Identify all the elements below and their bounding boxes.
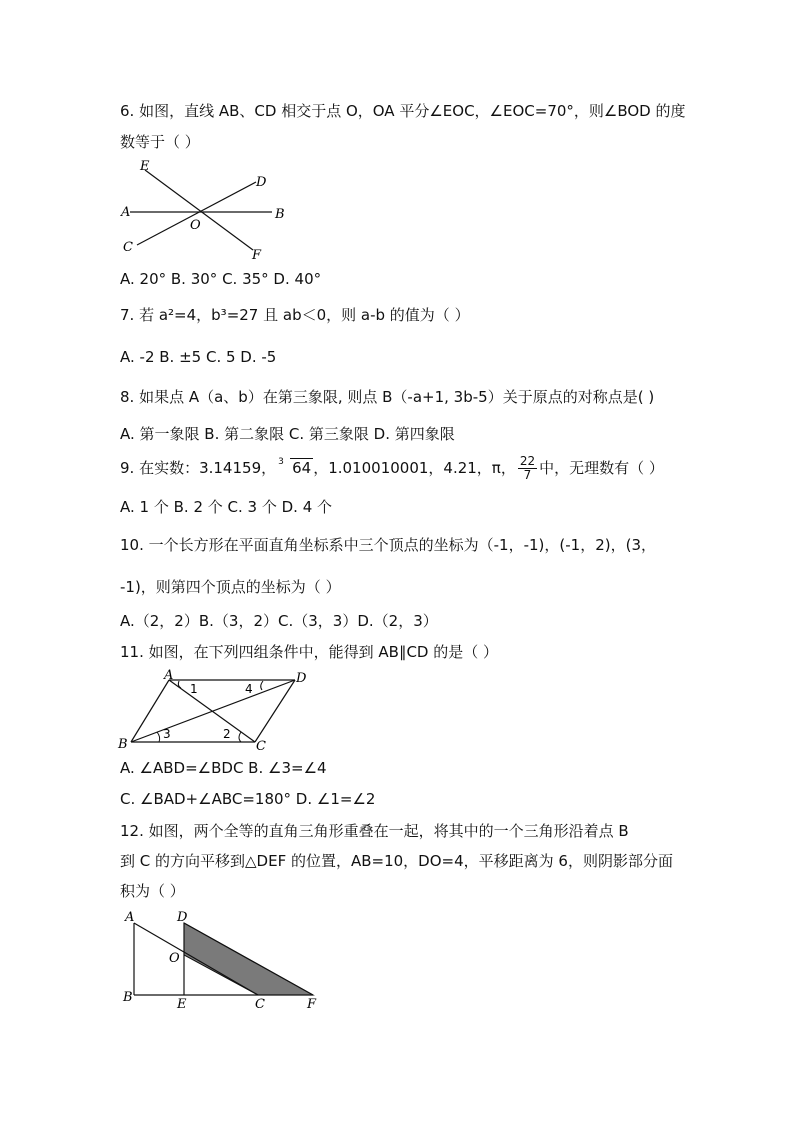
q11-text: 11. 如图，在下列四组条件中，能得到 AB∥CD 的是（ ） <box>120 643 499 661</box>
q11-angle-4: 4 <box>245 682 253 696</box>
q6-label-a: A <box>121 205 131 220</box>
q12-label-e: E <box>177 997 187 1012</box>
q9-radicand: 64 <box>292 459 312 477</box>
q12-line3: 积为（ ） <box>120 882 185 900</box>
q6-label-e: E <box>140 159 150 174</box>
q11-options-cd: C. ∠BAD+∠ABC=180° D. ∠1=∠2 <box>120 790 376 808</box>
q9-suffix: 中，无理数有（ ） <box>539 459 664 477</box>
q12-figure <box>115 908 330 1013</box>
q9-cube-root <box>278 455 313 481</box>
q7-options: A. -2 B. ±5 C. 5 D. -5 <box>120 348 277 366</box>
q12-label-b: B <box>123 990 133 1005</box>
q11-label-b: B <box>118 737 128 752</box>
q10-line1: 10. 一个长方形在平面直角坐标系中三个顶点的坐标为（-1，-1)，(-1，2)，(3， <box>120 536 656 554</box>
q9-text <box>120 455 664 482</box>
q6-label-b: B <box>275 207 285 222</box>
q6-label-f: F <box>252 248 262 263</box>
q6-line1: 6. 如图，直线 AB、CD 相交于点 O，OA 平分∠EOC，∠EOC=70°，则∠BOD 的度 <box>120 102 686 120</box>
q11-angle-3: 3 <box>163 727 171 741</box>
q6-label-c: C <box>123 240 133 255</box>
q6-line2: 数等于（ ） <box>120 133 200 151</box>
q9-fraction <box>518 455 537 482</box>
q8-options: A. 第一象限 B. 第二象限 C. 第三象限 D. 第四象限 <box>120 425 455 443</box>
q11-angle-2: 2 <box>223 727 231 741</box>
q11-label-a: A <box>164 668 174 683</box>
q9-options: A. 1 个 B. 2 个 C. 3 个 D. 4 个 <box>120 498 333 516</box>
q10-line2: -1)，则第四个顶点的坐标为（ ） <box>120 578 341 596</box>
q12-line1: 12. 如图，两个全等的直角三角形重叠在一起，将其中的一个三角形沿着点 B <box>120 822 629 840</box>
q10-options: A.（2，2）B.（3，2）C.（3，3）D.（2，3） <box>120 612 438 630</box>
q9-prefix: 9. 在实数：3.14159， <box>120 459 277 477</box>
q11-options-ab: A. ∠ABD=∠BDC B. ∠3=∠4 <box>120 759 327 777</box>
q12-label-d: D <box>177 910 188 925</box>
q6-figure <box>110 155 300 265</box>
q11-label-c: C <box>256 739 266 754</box>
q6-options: A. 20° B. 30° C. 35° D. 40° <box>120 270 322 288</box>
q12-label-c: C <box>255 997 265 1012</box>
q6-label-o: O <box>190 218 201 233</box>
q6-label-d: D <box>256 175 267 190</box>
q12-line2: 到 C 的方向平移到△DEF 的位置，AB=10，DO=4，平移距离为 6，则阴影部分面 <box>120 852 673 870</box>
q9-middle: ，1.010010001，4.21，π， <box>313 459 516 477</box>
q8-text: 8. 如果点 A（a、b）在第三象限, 则点 B（-a+1, 3b-5）关于原点的对称点是( ) <box>120 388 655 406</box>
q7-text: 7. 若 a²=4，b³=27 且 ab＜0，则 a-b 的值为（ ） <box>120 306 470 324</box>
q12-label-o: O <box>169 951 180 966</box>
q11-figure <box>115 668 320 754</box>
q9-frac-num: 22 <box>519 454 536 468</box>
q11-angle-1: 1 <box>190 682 198 696</box>
q9-root-index: 3 <box>278 457 284 467</box>
q12-label-a: A <box>125 910 135 925</box>
q12-label-f: F <box>307 997 317 1012</box>
q11-label-d: D <box>296 671 307 686</box>
q9-frac-den: 7 <box>523 468 532 482</box>
